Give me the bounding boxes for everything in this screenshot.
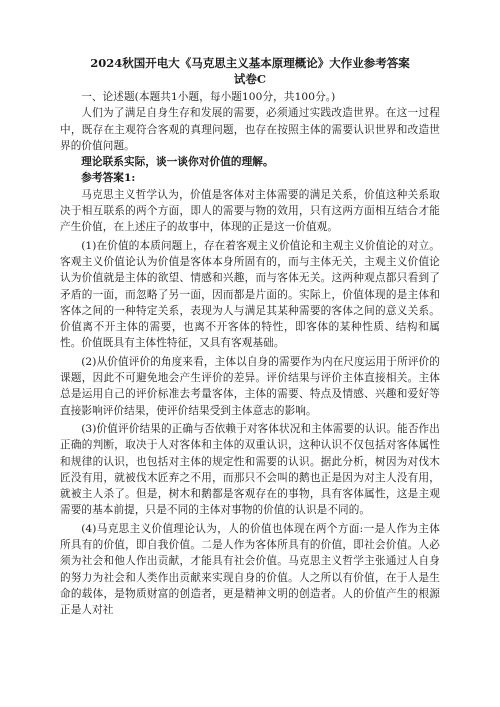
document-title: 2024秋国开电大《马克思主义基本原理概论》大作业参考答案 — [90, 56, 410, 70]
answer-point-2: (2)从价值评价的角度来看，主体以自身的需要作为内在尺度运用于所评价的课题，因此不可避免地会产生评价的差异。评价结果与评价主体直接相关。主体总是运用自己的评价标准去考量客体，主体的需要、特点及情感、兴趣和爱好等直接影响评价结果，使评价结果受到主体意志的影响。 — [60, 355, 440, 417]
section-header: 一、论述题(本题共1小题，每小题100分，共100分。) — [81, 91, 336, 103]
answer-intro: 马克思主义哲学认为，价值是客体对主体需要的满足关系，价值这种关系取决于相互联系的两个方面，即人的需要与物的效用，只有这两方面相互结合才能产生价值，在上述庄子的故事中，体现的正是这一价值观。 — [60, 188, 440, 234]
answer-point-3: (3)价值评价结果的正确与否依赖于对客体状况和主体需要的认识。能否作出正确的判断，取决于人对客体和主体的双重认识，这种认识不仅包括对客体属性和规律的认识，也包括对主体的规定性和需要的认识。据此分析，树因为对伐木匠没有用，就被伐木匠弃之不用，而那只不会叫的鹅也正是因为对主人没有用，就被主人杀了。但是，树木和鹅都是客观存在的事物，具有客体属性，这是主观需要的基本前提，只是不同的主体对事物的价值的认识是不同的。 — [60, 422, 440, 517]
question-prompt: 理论联系实际，谈一谈你对价值的理解。 — [81, 156, 274, 169]
answer-point-1: (1)在价值的本质问题上，存在着客观主义价值论和主观主义价值论的对立。客观主义价值论认为价值是客体本身所固有的，而与主体无关，主观主义价值论认为价值就是主体的欲望、情感和兴趣，而与客体无关。这两种观点都只看到了矛盾的一面，而忽略了另一面，因而都是片面的。实际上，价值体现的是主体和客体之间的一种特定关系，表现为人与满足其某种需要的客体之间的意义关系。价值离不开主体的需要，也离不开客体的特性，即客体的某种性质、结构和属性。价值既具有主体性特征，又具有客观基础。 — [60, 239, 440, 350]
document-subtitle: 试卷C — [233, 72, 267, 86]
answer-label: 参考答案1: — [81, 172, 136, 185]
question-intro: 人们为了满足自身生存和发展的需要，必须通过实践改造世界。在这一过程中，既存在主观符合客观的真理问题，也存在按照主体的需要认识世界和改造世界的价值问题。 — [60, 107, 440, 152]
answer-point-4: (4)马克思主义价值理论认为，人的价值也体现在两个方面:一是人作为主体所具有的价值，即自我价值。二是人作为客体所具有的价值，即社会价值。人必须为社会和他人作出贡献，才能具有社会价值。马克思主义哲学主张通过人自身的努力为社会和人类作出贡献来实现自身的价值。人之所以有价值，在于人是生命的载体，是物质财富的创造者，更是精神文明的创造者。人的价值产生的根源正是人对社 — [60, 522, 440, 617]
